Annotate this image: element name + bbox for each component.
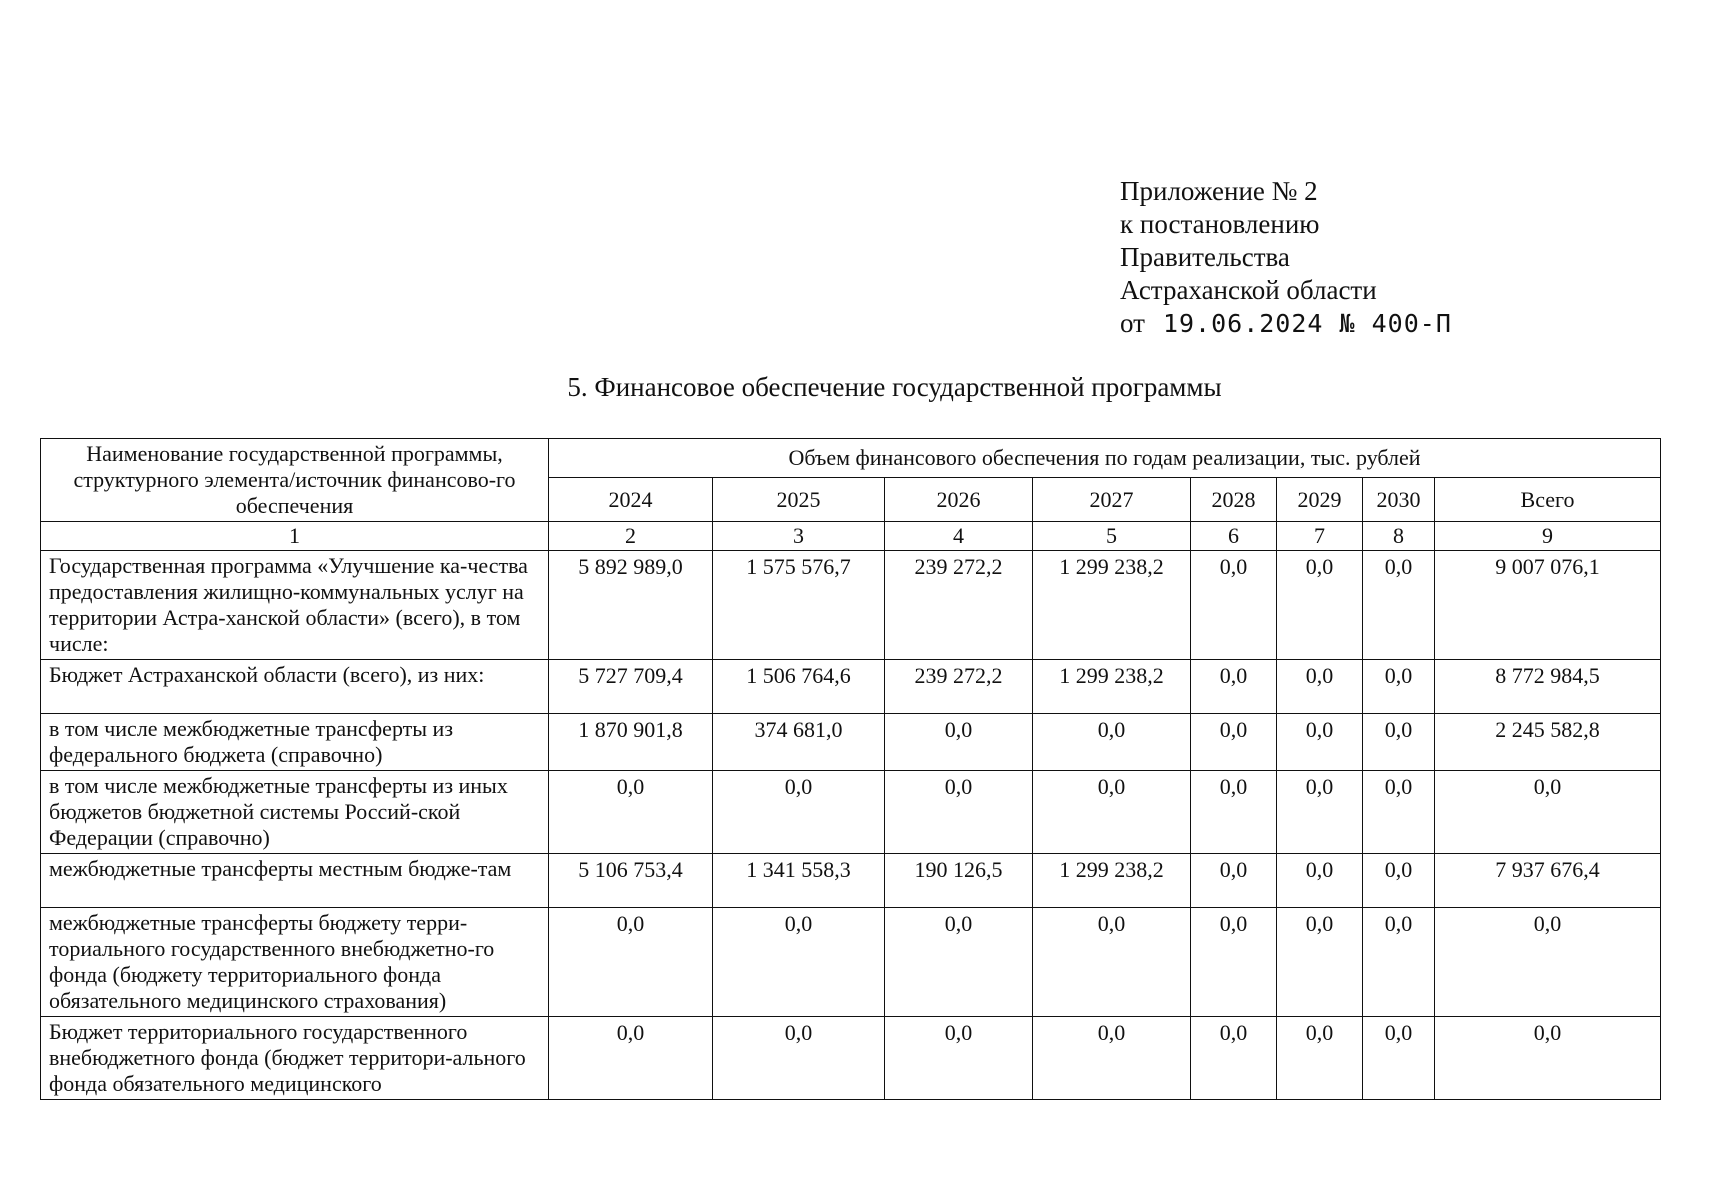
column-number: 2 bbox=[549, 522, 713, 551]
cell-2026: 0,0 bbox=[885, 908, 1033, 1017]
cell-2027: 1 299 238,2 bbox=[1033, 551, 1191, 660]
row-name: в том числе межбюджетные трансферты из иных бюджетов бюджетной системы Россий-ской Федерации (справочно) bbox=[41, 771, 549, 854]
cell-2028: 0,0 bbox=[1191, 714, 1277, 771]
row-name: межбюджетные трансферты местным бюдже-там bbox=[41, 854, 549, 908]
cell-2030: 0,0 bbox=[1363, 660, 1435, 714]
cell-2026: 0,0 bbox=[885, 714, 1033, 771]
cell-2029: 0,0 bbox=[1277, 551, 1363, 660]
annex-block bbox=[1120, 175, 1452, 340]
header-year-2026: 2026 bbox=[885, 478, 1033, 522]
header-name-column: Наименование государственной программы, структурного элемента/источник финансово-го обеспечения bbox=[41, 439, 549, 522]
cell-total: 0,0 bbox=[1435, 1017, 1661, 1100]
cell-2025: 0,0 bbox=[713, 908, 885, 1017]
column-number: 6 bbox=[1191, 522, 1277, 551]
cell-2030: 0,0 bbox=[1363, 714, 1435, 771]
cell-2029: 0,0 bbox=[1277, 1017, 1363, 1100]
row-name: Бюджет территориального государственного внебюджетного фонда (бюджет территори-ального фонда обязательного медицинского bbox=[41, 1017, 549, 1100]
row-name: в том числе межбюджетные трансферты из федерального бюджета (справочно) bbox=[41, 714, 549, 771]
table-row-local-transfers bbox=[41, 854, 1661, 908]
cell-2024: 0,0 bbox=[549, 771, 713, 854]
annex-title: Приложение № 2 bbox=[1120, 176, 1318, 206]
cell-2029: 0,0 bbox=[1277, 908, 1363, 1017]
header-year-2024: 2024 bbox=[549, 478, 713, 522]
cell-2025: 0,0 bbox=[713, 771, 885, 854]
column-number-row bbox=[41, 522, 1661, 551]
header-year-2028: 2028 bbox=[1191, 478, 1277, 522]
table-row-other-budget-transfers bbox=[41, 771, 1661, 854]
table-row-regional-budget bbox=[41, 660, 1661, 714]
annex-date-prefix: от bbox=[1120, 308, 1145, 338]
cell-2028: 0,0 bbox=[1191, 1017, 1277, 1100]
cell-2029: 0,0 bbox=[1277, 660, 1363, 714]
header-year-2025: 2025 bbox=[713, 478, 885, 522]
cell-2027: 0,0 bbox=[1033, 714, 1191, 771]
cell-2025: 374 681,0 bbox=[713, 714, 885, 771]
header-volume-caption: Объем финансового обеспечения по годам реализации, тыс. рублей bbox=[549, 439, 1661, 478]
header-year-2027: 2027 bbox=[1033, 478, 1191, 522]
table-row-fund-transfers bbox=[41, 908, 1661, 1017]
cell-2028: 0,0 bbox=[1191, 551, 1277, 660]
cell-2024: 5 892 989,0 bbox=[549, 551, 713, 660]
annex-date-line bbox=[1120, 307, 1452, 340]
table-row-program-total bbox=[41, 551, 1661, 660]
header-year-2029: 2029 bbox=[1277, 478, 1363, 522]
row-name: межбюджетные трансферты бюджету терри-ториального государственного внебюджетно-го фонда (бюджету территориального фонда обязательного медицинского страхования) bbox=[41, 908, 549, 1017]
cell-2027: 1 299 238,2 bbox=[1033, 854, 1191, 908]
cell-2027: 1 299 238,2 bbox=[1033, 660, 1191, 714]
cell-total: 0,0 bbox=[1435, 771, 1661, 854]
table-row-federal-transfers bbox=[41, 714, 1661, 771]
cell-2024: 0,0 bbox=[549, 1017, 713, 1100]
cell-2028: 0,0 bbox=[1191, 908, 1277, 1017]
annex-region-line: Астраханской области bbox=[1120, 275, 1377, 305]
cell-2029: 0,0 bbox=[1277, 714, 1363, 771]
cell-2028: 0,0 bbox=[1191, 854, 1277, 908]
cell-2026: 0,0 bbox=[885, 771, 1033, 854]
header-year-2030: 2030 bbox=[1363, 478, 1435, 522]
cell-2026: 190 126,5 bbox=[885, 854, 1033, 908]
column-number: 9 bbox=[1435, 522, 1661, 551]
cell-total: 2 245 582,8 bbox=[1435, 714, 1661, 771]
row-name: Государственная программа «Улучшение ка-чества предоставления жилищно-коммунальных услуг на территории Астра-ханской области» (всего), в том числе: bbox=[41, 551, 549, 660]
cell-2028: 0,0 bbox=[1191, 771, 1277, 854]
cell-total: 9 007 076,1 bbox=[1435, 551, 1661, 660]
cell-2025: 1 506 764,6 bbox=[713, 660, 885, 714]
column-number: 5 bbox=[1033, 522, 1191, 551]
cell-total: 0,0 bbox=[1435, 908, 1661, 1017]
annex-date-number: 19.06.2024 № 400-П bbox=[1162, 309, 1452, 338]
financing-table bbox=[40, 438, 1661, 1100]
cell-2024: 1 870 901,8 bbox=[549, 714, 713, 771]
annex-authority-line: Правительства bbox=[1120, 242, 1290, 272]
cell-2027: 0,0 bbox=[1033, 908, 1191, 1017]
cell-2027: 0,0 bbox=[1033, 771, 1191, 854]
cell-2026: 239 272,2 bbox=[885, 551, 1033, 660]
header-total: Всего bbox=[1435, 478, 1661, 522]
cell-2024: 0,0 bbox=[549, 908, 713, 1017]
cell-2029: 0,0 bbox=[1277, 854, 1363, 908]
table-row-fund-budget bbox=[41, 1017, 1661, 1100]
cell-2030: 0,0 bbox=[1363, 771, 1435, 854]
cell-2025: 0,0 bbox=[713, 1017, 885, 1100]
cell-2026: 239 272,2 bbox=[885, 660, 1033, 714]
cell-2027: 0,0 bbox=[1033, 1017, 1191, 1100]
annex-ref-line: к постановлению bbox=[1120, 209, 1320, 239]
cell-2025: 1 341 558,3 bbox=[713, 854, 885, 908]
cell-total: 8 772 984,5 bbox=[1435, 660, 1661, 714]
cell-2029: 0,0 bbox=[1277, 771, 1363, 854]
cell-2028: 0,0 bbox=[1191, 660, 1277, 714]
cell-2024: 5 106 753,4 bbox=[549, 854, 713, 908]
cell-2030: 0,0 bbox=[1363, 1017, 1435, 1100]
column-number: 8 bbox=[1363, 522, 1435, 551]
section-title: 5. Финансовое обеспечение государственной программы bbox=[567, 372, 1222, 402]
cell-total: 7 937 676,4 bbox=[1435, 854, 1661, 908]
column-number: 7 bbox=[1277, 522, 1363, 551]
cell-2026: 0,0 bbox=[885, 1017, 1033, 1100]
column-number: 1 bbox=[41, 522, 549, 551]
cell-2025: 1 575 576,7 bbox=[713, 551, 885, 660]
cell-2030: 0,0 bbox=[1363, 551, 1435, 660]
column-number: 4 bbox=[885, 522, 1033, 551]
column-number: 3 bbox=[713, 522, 885, 551]
cell-2030: 0,0 bbox=[1363, 908, 1435, 1017]
row-name: Бюджет Астраханской области (всего), из них: bbox=[41, 660, 549, 714]
cell-2030: 0,0 bbox=[1363, 854, 1435, 908]
cell-2024: 5 727 709,4 bbox=[549, 660, 713, 714]
